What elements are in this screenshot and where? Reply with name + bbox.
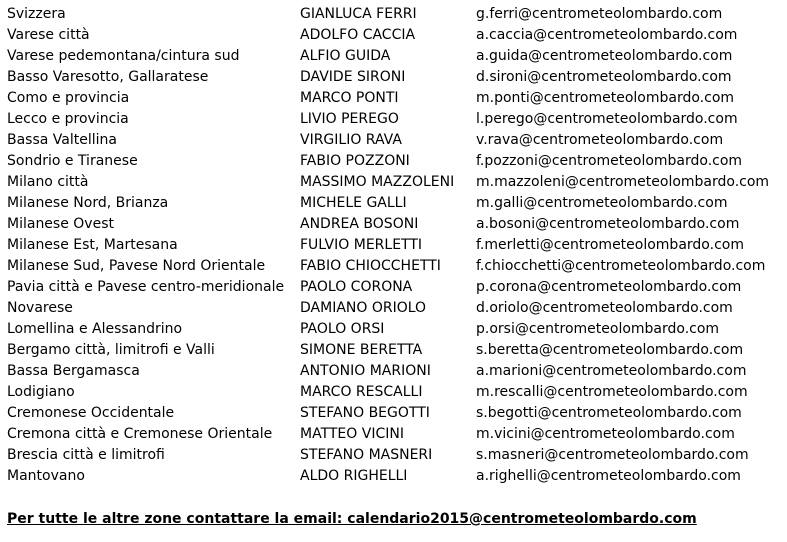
zone-cell: Sondrio e Tiranese [7, 153, 138, 169]
email-cell: a.bosoni@centrometeolombardo.com [476, 216, 740, 232]
zone-cell: Lecco e provincia [7, 111, 129, 127]
zone-cell: Basso Varesotto, Gallaratese [7, 69, 209, 85]
name-cell: FABIO CHIOCCHETTI [300, 258, 441, 274]
table-row [0, 214, 787, 235]
zone-cell: Cremonese Occidentale [7, 405, 175, 421]
email-cell: d.sironi@centrometeolombardo.com [476, 69, 732, 85]
zone-cell: Bassa Valtellina [7, 132, 117, 148]
email-cell: m.rescalli@centrometeolombardo.com [476, 384, 748, 400]
name-cell: GIANLUCA FERRI [300, 6, 417, 22]
table-row [0, 382, 787, 403]
table-row [0, 466, 787, 487]
zone-cell: Mantovano [7, 468, 85, 484]
name-cell: ANDREA BOSONI [300, 216, 419, 232]
name-cell: STEFANO BEGOTTI [300, 405, 430, 421]
email-cell: a.caccia@centrometeolombardo.com [476, 27, 738, 43]
zone-cell: Lodigiano [7, 384, 75, 400]
name-cell: ANTONIO MARIONI [300, 363, 431, 379]
email-cell: f.merletti@centrometeolombardo.com [476, 237, 744, 253]
table-row [0, 235, 787, 256]
zone-cell: Novarese [7, 300, 73, 316]
name-cell: MARCO PONTI [300, 90, 399, 106]
zone-cell: Bassa Bergamasca [7, 363, 140, 379]
email-cell: g.ferri@centrometeolombardo.com [476, 6, 723, 22]
name-cell: VIRGILIO RAVA [300, 132, 402, 148]
name-cell: MATTEO VICINI [300, 426, 404, 442]
email-cell: a.guida@centrometeolombardo.com [476, 48, 733, 64]
email-cell: s.begotti@centrometeolombardo.com [476, 405, 742, 421]
zone-cell: Milanese Sud, Pavese Nord Orientale [7, 258, 266, 274]
table-row [0, 193, 787, 214]
zone-cell: Svizzera [7, 6, 66, 22]
email-cell: m.vicini@centrometeolombardo.com [476, 426, 735, 442]
table-row [0, 256, 787, 277]
name-cell: PAOLO ORSI [300, 321, 385, 337]
email-cell: a.marioni@centrometeolombardo.com [476, 363, 747, 379]
name-cell: FULVIO MERLETTI [300, 237, 423, 253]
name-cell: ALDO RIGHELLI [300, 468, 408, 484]
zone-cell: Milanese Est, Martesana [7, 237, 178, 253]
table-row [0, 109, 787, 130]
table-row [0, 46, 787, 67]
zone-cell: Cremona città e Cremonese Orientale [7, 426, 273, 442]
table-row [0, 151, 787, 172]
name-cell: PAOLO CORONA [300, 279, 413, 295]
email-cell: s.masneri@centrometeolombardo.com [476, 447, 749, 463]
table-row [0, 25, 787, 46]
zone-cell: Pavia città e Pavese centro-meridionale [7, 279, 285, 295]
name-cell: ALFIO GUIDA [300, 48, 391, 64]
name-cell: MICHELE GALLI [300, 195, 407, 211]
email-cell: m.galli@centrometeolombardo.com [476, 195, 728, 211]
email-cell: f.pozzoni@centrometeolombardo.com [476, 153, 743, 169]
table-row [0, 403, 787, 424]
zone-cell: Milanese Nord, Brianza [7, 195, 169, 211]
email-cell: p.orsi@centrometeolombardo.com [476, 321, 720, 337]
name-cell: STEFANO MASNERI [300, 447, 433, 463]
zone-cell: Brescia città e limitrofi [7, 447, 165, 463]
email-cell: f.chiocchetti@centrometeolombardo.com [476, 258, 766, 274]
name-cell: MARCO RESCALLI [300, 384, 423, 400]
name-cell: FABIO POZZONI [300, 153, 410, 169]
table-row [0, 445, 787, 466]
table-row [0, 277, 787, 298]
email-cell: m.ponti@centrometeolombardo.com [476, 90, 735, 106]
footer-note: Per tutte le altre zone contattare la email: calendario2015@centrometeolombardo.com [7, 511, 697, 527]
table-row [0, 172, 787, 193]
table-row [0, 4, 787, 25]
table-row [0, 340, 787, 361]
email-cell: s.beretta@centrometeolombardo.com [476, 342, 744, 358]
name-cell: ADOLFO CACCIA [300, 27, 416, 43]
email-cell: a.righelli@centrometeolombardo.com [476, 468, 741, 484]
name-cell: DAVIDE SIRONI [300, 69, 406, 85]
table-row [0, 319, 787, 340]
table-row [0, 130, 787, 151]
name-cell: DAMIANO ORIOLO [300, 300, 427, 316]
table-row [0, 424, 787, 445]
zone-cell: Milanese Ovest [7, 216, 114, 232]
email-cell: v.rava@centrometeolombardo.com [476, 132, 724, 148]
table-row [0, 67, 787, 88]
email-cell: p.corona@centrometeolombardo.com [476, 279, 742, 295]
zone-cell: Varese pedemontana/cintura sud [7, 48, 240, 64]
table-row [0, 88, 787, 109]
contact-table [0, 4, 787, 487]
email-cell: l.perego@centrometeolombardo.com [476, 111, 738, 127]
name-cell: SIMONE BERETTA [300, 342, 423, 358]
email-cell: d.oriolo@centrometeolombardo.com [476, 300, 733, 316]
name-cell: MASSIMO MAZZOLENI [300, 174, 455, 190]
name-cell: LIVIO PEREGO [300, 111, 399, 127]
zone-cell: Bergamo città, limitrofi e Valli [7, 342, 215, 358]
zone-cell: Varese città [7, 27, 90, 43]
email-cell: m.mazzoleni@centrometeolombardo.com [476, 174, 770, 190]
table-row [0, 298, 787, 319]
zone-cell: Como e provincia [7, 90, 130, 106]
table-row [0, 361, 787, 382]
zone-cell: Milano città [7, 174, 89, 190]
zone-cell: Lomellina e Alessandrino [7, 321, 183, 337]
